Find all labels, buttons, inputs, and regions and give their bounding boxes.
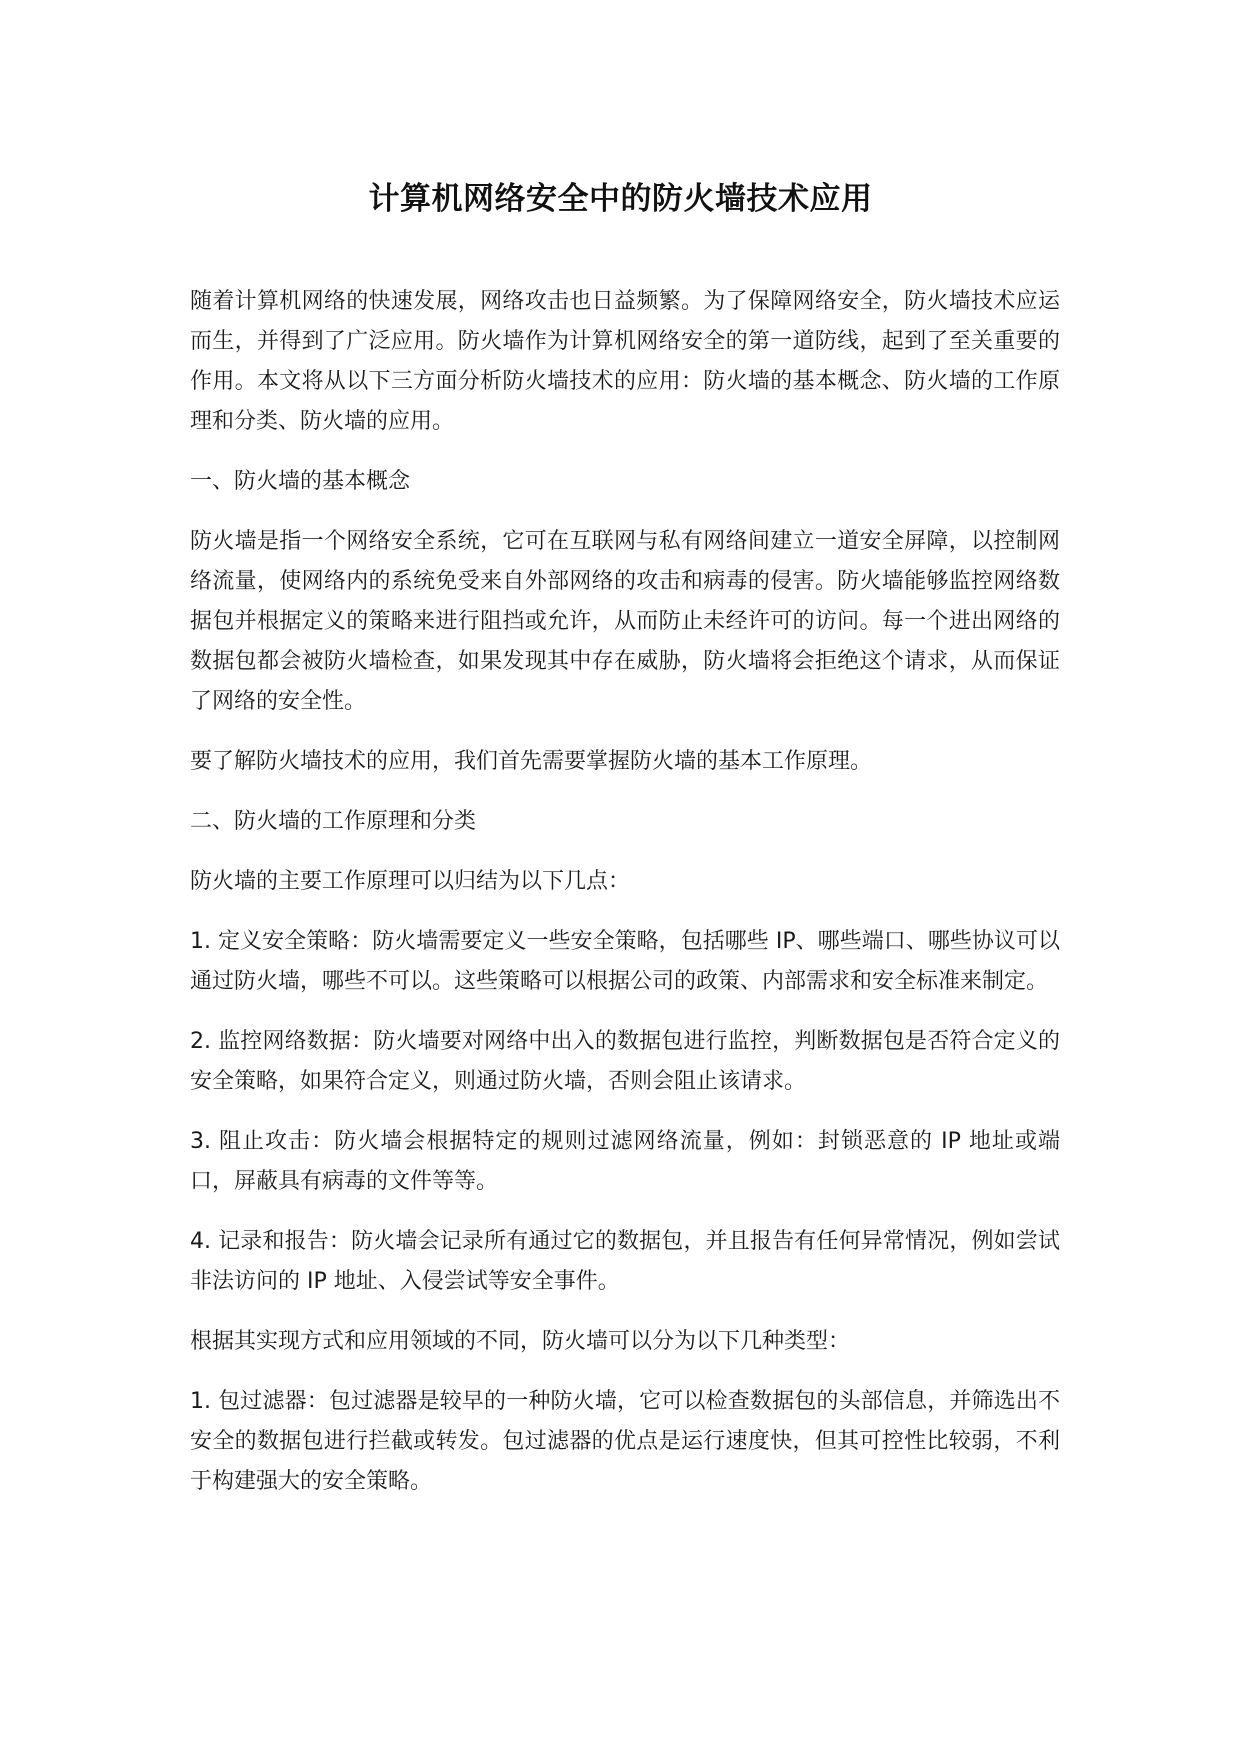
list-item-principle-4: 4. 记录和报告：防火墙会记录所有通过它的数据包，并且报告有任何异常情况，例如尝试非法访问的 IP 地址、入侵尝试等安全事件。: [190, 1229, 1060, 1294]
list-item-principle-1: 1. 定义安全策略：防火墙需要定义一些安全策略，包括哪些 IP、哪些端口、哪些协议可以通过防火墙，哪些不可以。这些策略可以根据公司的政策、内部需求和安全标准来制定。: [190, 929, 1060, 994]
paragraph-transition: 要了解防火墙技术的应用，我们首先需要掌握防火墙的基本工作原理。: [190, 749, 873, 774]
list-item-type-1: 1. 包过滤器：包过滤器是较早的一种防火墙，它可以检查数据包的头部信息，并筛选出不安全的数据包进行拦截或转发。包过滤器的优点是运行速度快，但其可控性比较弱，不利于构建强大的安全策略。: [190, 1389, 1060, 1494]
paragraph-firewall-definition: 防火墙是指一个网络安全系统，它可在互联网与私有网络间建立一道安全屏障，以控制网络流量，使网络内的系统免受来自外部网络的攻击和病毒的侵害。防火墙能够监控网络数据包并根据定义的策略来进行阻挡或允许，从而防止未经许可的访问。每一个进出网络的数据包都会被防火墙检查，如果发现其中存在威胁，防火墙将会拒绝这个请求，从而保证了网络的安全性。: [190, 529, 1060, 714]
section-heading-basic-concept: 一、防火墙的基本概念: [190, 469, 411, 494]
document-body: [190, 282, 1060, 1522]
paragraph-principles-intro: 防火墙的主要工作原理可以归结为以下几点：: [190, 869, 631, 894]
section-heading-principles-classification: 二、防火墙的工作原理和分类: [190, 809, 477, 834]
list-item-principle-3: 3. 阻止攻击：防火墙会根据特定的规则过滤网络流量，例如：封锁恶意的 IP 地址或端口，屏蔽具有病毒的文件等等。: [190, 1129, 1060, 1194]
list-item-principle-2: 2. 监控网络数据：防火墙要对网络中出入的数据包进行监控，判断数据包是否符合定义的安全策略，如果符合定义，则通过防火墙，否则会阻止该请求。: [190, 1029, 1060, 1094]
document-title: 计算机网络安全中的防火墙技术应用: [368, 181, 873, 217]
paragraph-types-intro: 根据其实现方式和应用领域的不同，防火墙可以分为以下几种类型：: [190, 1329, 851, 1354]
intro-paragraph: 随着计算机网络的快速发展，网络攻击也日益频繁。为了保障网络安全，防火墙技术应运而生，并得到了广泛应用。防火墙作为计算机网络安全的第一道防线，起到了至关重要的作用。本文将从以下三方面分析防火墙技术的应用：防火墙的基本概念、防火墙的工作原理和分类、防火墙的应用。: [190, 289, 1060, 434]
